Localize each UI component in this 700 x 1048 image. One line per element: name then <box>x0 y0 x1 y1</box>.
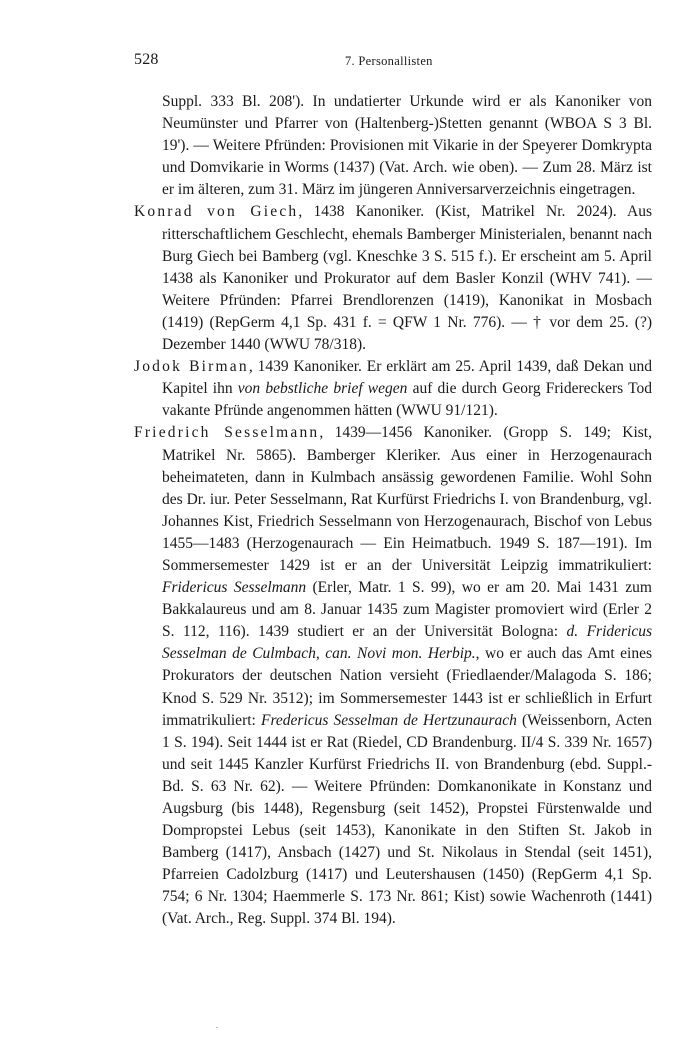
entry-text: (Erler, Matr. 1 S. 99), wo er am 20. Mai 1431 zum Bakkalaureus und am 8. Januar 1435 zum Magister promoviert wird (Erler 2 S. 112, 116). 1439 studiert er an der Universität Bologna: <box>162 579 652 641</box>
entry-text: (Weissenborn, Acten 1 S. 194). Seit 1444 ist er Rat (Riedel, CD Brandenburg. II/4 S. 339 Nr. 1657) und seit 1445 Kanzler Kurfürst Friedrichs II. von Brandenburg (ebd. Suppl.-Bd. S. 63 Nr. 62). — Weitere Pfründen: Domkanonikate in Konstanz und Augsburg (bis 1448), Regensburg (seit 1452), Propstei Fürstenwalde und Dompropstei Lebus (seit 1453), Kanonikate in den Stiften St. Jakob in Bamberg (1417), Ansbach (1427) und St. Nikolaus in Stendal (seit 1451), Pfarreien Cadolzburg (1417) und Leutershausen (1450) (RepGerm 4,1 Sp. 754; 6 Nr. 1304; Haemmerle S. 173 Nr. 861; Kist) sowie Wachenroth (1441) (Vat. Arch., Reg. Suppl. 374 Bl. 194). <box>162 711 653 928</box>
entry-text: , 1438 Kanoniker. (Kist, Matrikel Nr. 2024). Aus ritterschaftlichem Geschlecht, ehemals Bamberger Ministerialen, benannt nach Burg Giech bei Bamberg (vgl. Kneschke 3 S. 515 f.). Er erscheint am 5. April 1438 als Kanoniker und Prokurator auf dem Basler Konzil (WHV 741). — Weitere Pfründen: Pfarrei Brendlorenzen (1419), Kanonikat in Mosbach (1419) (RepGerm 4,1 Sp. 431 f. = QFW 1 Nr. 776). — † vor dem 25. (?) Dezember 1440 (WWU 78/318). <box>162 203 652 354</box>
entry-name: Konrad von Giech <box>134 203 299 221</box>
entry-name: Jodok Birman <box>134 358 249 376</box>
entry-name: Friedrich Sesselmann <box>134 424 320 442</box>
entry-text: , 1439 Kanoniker. Er erklärt am 25. April 1439, daß Dekan und Kapitel ihn <box>162 358 652 398</box>
entry-text: , wo er auch das Amt eines Prokurators der deutschen Nation versieht (Friedlaender/Malagoda S. 186; Knod S. 529 Nr. 3512); im Sommersemester 1443 ist er schließlich in Erfurt immatrikuliert: <box>162 645 652 729</box>
source-quote: Fridericus Sesselmann <box>162 579 307 597</box>
entry-konrad-von-giech <box>134 201 652 356</box>
source-quote: von bebstliche brief wegen <box>237 380 408 398</box>
source-quote: Fredericus Sesselman de Hertzunaurach <box>260 711 517 729</box>
entry-friedrich-sesselmann <box>134 422 652 930</box>
entry-text: , 1439—1456 Kanoniker. (Gropp S. 149; Kist, Matrikel Nr. 5865). Bamberger Kleriker. Aus einer in Herzogenaurach beheimateten, dann in Kulmbach ansässig gewordenen Familie. Wohl Sohn des Dr. iur. Peter Sesselmann, Rat Kurfürst Friedrichs I. von Brandenburg, vgl. Johannes Kist, Friedrich Sesselmann von Herzogenaurach, Bischof von Lebus 1455—1483 (Herzogenaurach — Ein Heimatbuch. 1949 S. 187—191). Im Sommersemester 1429 ist er an der Universität Leipzig immatrikuliert: <box>162 424 652 574</box>
page-body <box>134 91 652 931</box>
entry-text: auf die durch Georg Fridereckers Tod vakante Pfründe angenommen hätten (WWU 91/121). <box>162 380 652 420</box>
entry-jodok-birman <box>134 356 652 422</box>
source-quote: d. Fridericus Sesselman de Culmbach, can. Novi mon. Herbip. <box>162 623 653 663</box>
continuation-paragraph: Suppl. 333 Bl. 208'). In undatierter Urkunde wird er als Kanoniker von Neumünster und Pfarrer von (Haltenberg-)Stetten genannt (WBOA S 3 Bl. 19'). — Weitere Pfründen: Provisionen mit Vikarie in der Speyerer Domkrypta und Domvikarie in Worms (1437) (Vat. Arch. wie oben). — Zum 28. März ist er im älteren, zum 31. März im jüngeren Anniversarverzeichnis eingetragen. <box>162 93 652 199</box>
page-number: 528 <box>134 51 159 68</box>
running-title: 7. Personallisten <box>345 54 433 68</box>
scan-speck <box>216 1027 218 1028</box>
